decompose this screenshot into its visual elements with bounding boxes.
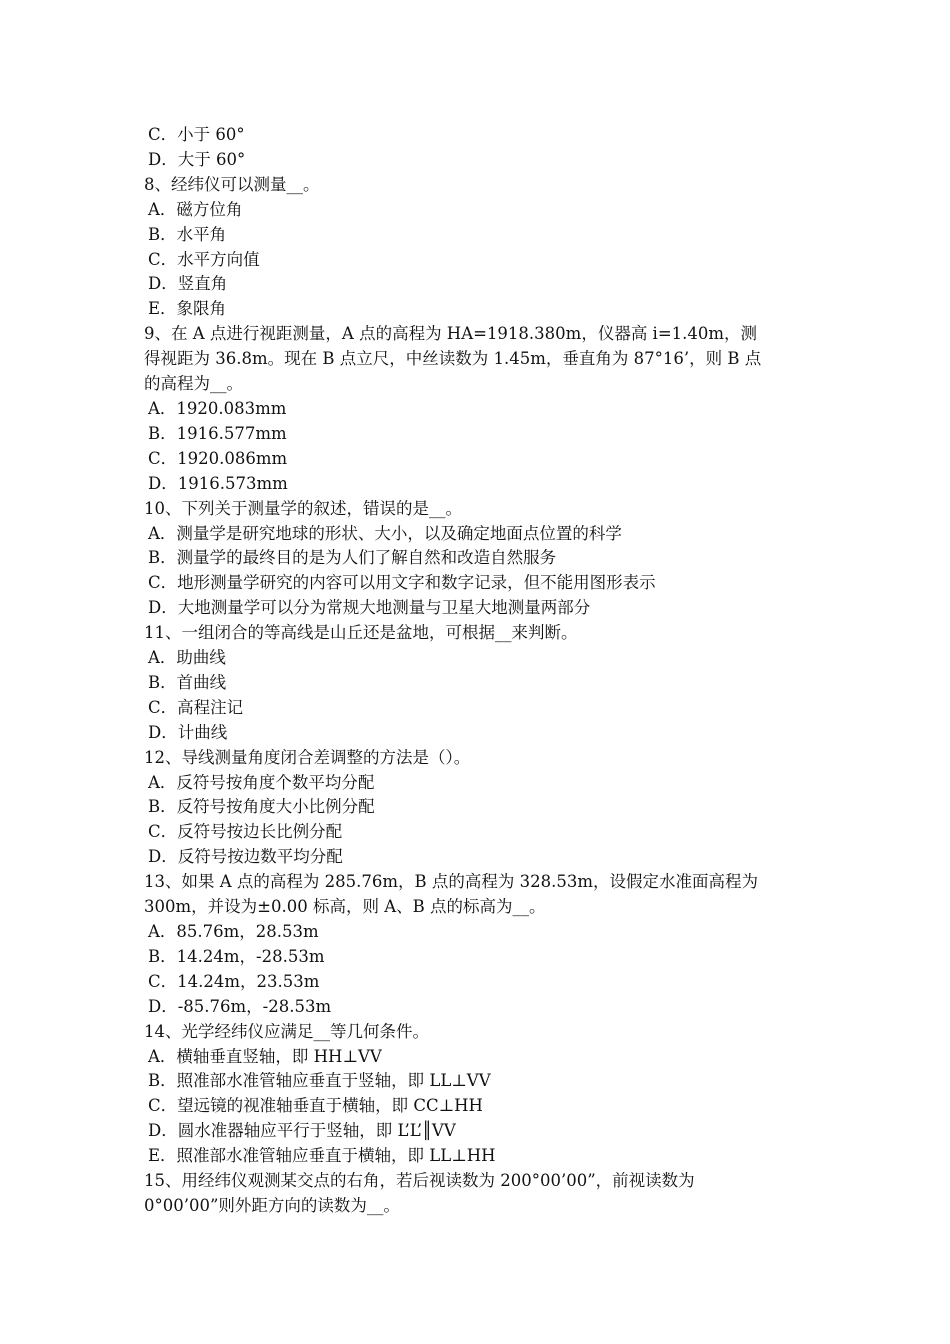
answer-option: C．望远镜的视准轴垂直于横轴，即 CC⊥HH bbox=[148, 1096, 483, 1116]
answer-option: D．反符号按边数平均分配 bbox=[148, 847, 343, 867]
answer-option: B．水平角 bbox=[148, 224, 227, 244]
question-text: 得视距为 36.8m。现在 B 点立尺，中丝读数为 1.45m，垂直角为 87°16’，则 B 点 bbox=[144, 349, 762, 369]
answer-option: C．水平方向值 bbox=[148, 249, 260, 269]
answer-option: C．反符号按边长比例分配 bbox=[148, 822, 343, 842]
question-text: 12、导线测量角度闭合差调整的方法是（）。 bbox=[144, 747, 471, 767]
question-text: 14、光学经纬仪应满足__等几何条件。 bbox=[144, 1021, 429, 1041]
answer-option: A．磁方位角 bbox=[148, 199, 243, 219]
answer-option: A．85.76m，28.53m bbox=[148, 922, 319, 941]
question-text: 300m，并设为±0.00 标高，则 A、B 点的标高为__。 bbox=[144, 897, 546, 917]
answer-option: B．14.24m，-28.53m bbox=[148, 946, 325, 966]
answer-option: C．高程注记 bbox=[148, 697, 244, 717]
answer-option: D．计曲线 bbox=[148, 722, 228, 742]
answer-option: B．测量学的最终目的是为人们了解自然和改造自然服务 bbox=[148, 548, 557, 568]
answer-option: D．1916.573mm bbox=[148, 473, 288, 493]
answer-option: B．首曲线 bbox=[148, 672, 227, 692]
answer-option: A．1920.083mm bbox=[148, 398, 287, 418]
question-text: 15、用经纬仪观测某交点的右角，若后视读数为 200°00’00”，前视读数为 bbox=[144, 1171, 695, 1191]
answer-option: C．14.24m，23.53m bbox=[148, 971, 320, 991]
answer-option: C．小于 60° bbox=[148, 125, 245, 144]
answer-option: D．竖直角 bbox=[148, 274, 228, 294]
question-text: 11、一组闭合的等高线是山丘还是盆地，可根据__来判断。 bbox=[144, 623, 578, 643]
answer-option: B．照准部水准管轴应垂直于竖轴，即 LL⊥VV bbox=[148, 1071, 491, 1091]
answer-option: A．反符号按角度个数平均分配 bbox=[148, 772, 375, 792]
answer-option: A．助曲线 bbox=[148, 648, 226, 668]
answer-option: D．-85.76m，-28.53m bbox=[148, 996, 332, 1016]
question-text: 9、在 A 点进行视距测量，A 点的高程为 HA=1918.380m，仪器高 i=1.40m，测 bbox=[144, 324, 758, 344]
answer-option: A．横轴垂直竖轴，即 HH⊥VV bbox=[148, 1046, 382, 1066]
answer-option: D．大地测量学可以分为常规大地测量与卫星大地测量两部分 bbox=[148, 598, 591, 618]
answer-option: B．反符号按角度大小比例分配 bbox=[148, 797, 375, 817]
question-text: 的高程为__。 bbox=[144, 374, 243, 394]
answer-option: E．照准部水准管轴应垂直于横轴，即 LL⊥HH bbox=[148, 1146, 496, 1166]
document-page bbox=[144, 123, 814, 1219]
answer-option: C．1920.086mm bbox=[148, 448, 288, 468]
answer-option: E．象限角 bbox=[148, 299, 227, 319]
answer-option: D．圆水准器轴应平行于竖轴，即 L’L’║VV bbox=[148, 1121, 456, 1141]
question-text: 8、经纬仪可以测量__。 bbox=[144, 174, 320, 194]
answer-option: D．大于 60° bbox=[148, 149, 246, 169]
question-text: 13、如果 A 点的高程为 285.76m，B 点的高程为 328.53m，设假定水准面高程为 bbox=[144, 872, 759, 892]
answer-option: A．测量学是研究地球的形状、大小，以及确定地面点位置的科学 bbox=[148, 523, 622, 543]
answer-option: B．1916.577mm bbox=[148, 423, 287, 443]
question-text: 0°00’00”则外距方向的读数为__。 bbox=[144, 1195, 400, 1215]
question-text: 10、下列关于测量学的叙述，错误的是__。 bbox=[144, 498, 462, 518]
answer-option: C．地形测量学研究的内容可以用文字和数字记录，但不能用图形表示 bbox=[148, 573, 656, 593]
